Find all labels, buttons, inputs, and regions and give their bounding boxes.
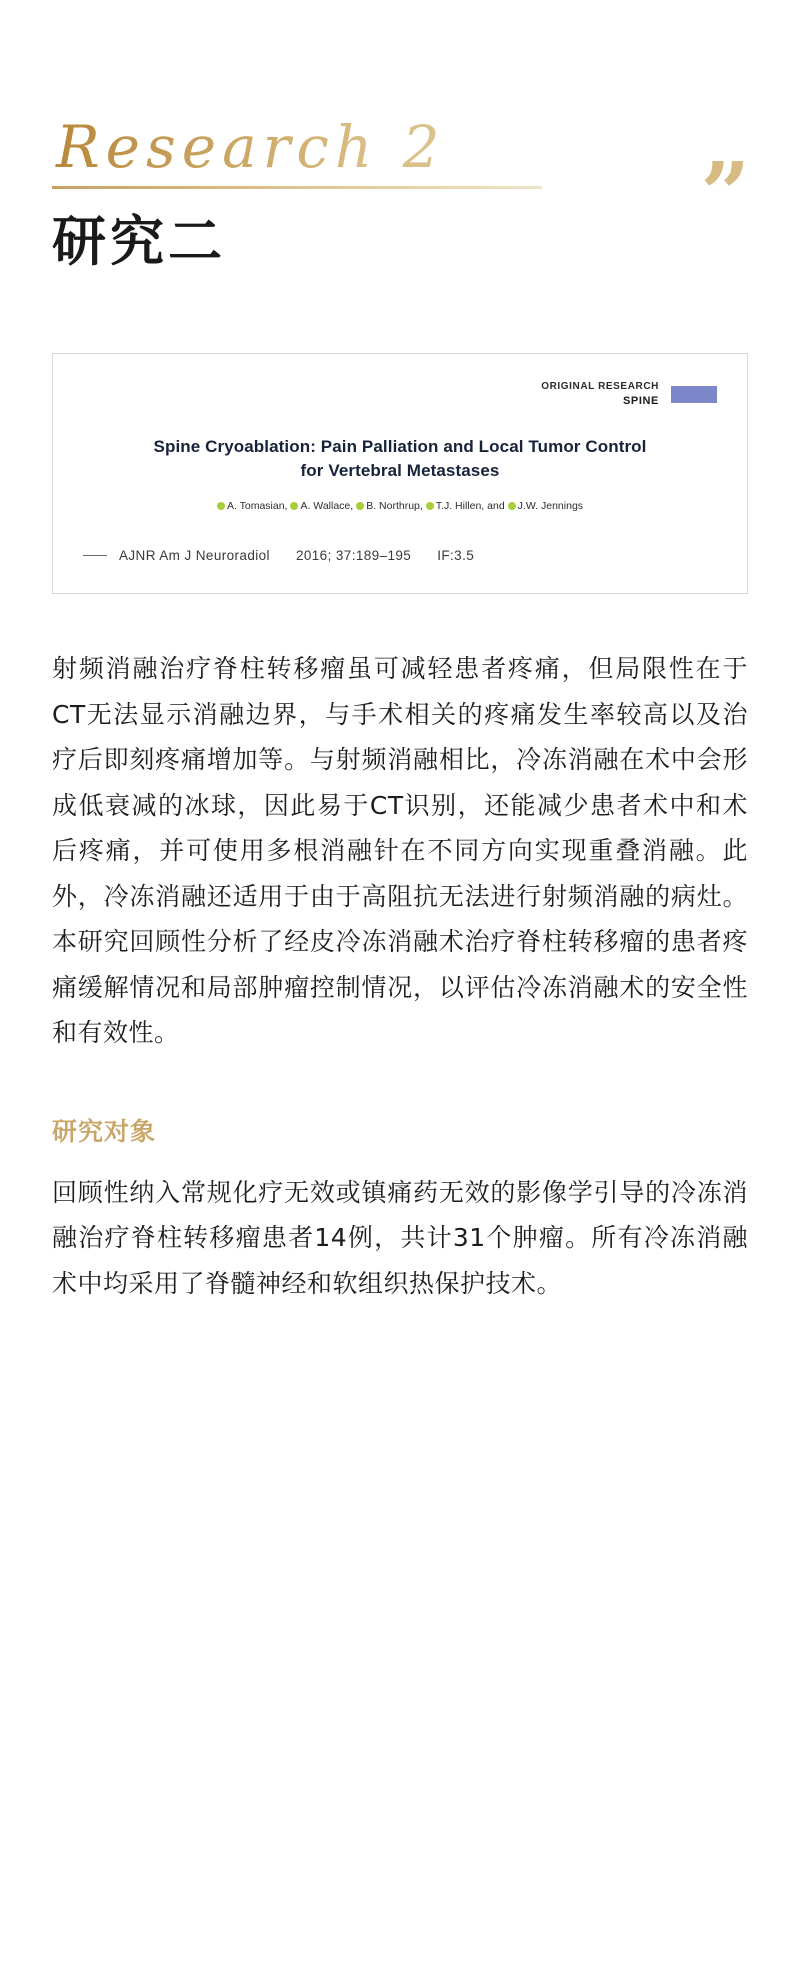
author-name: J.W. Jennings: [517, 500, 584, 513]
paper-citation-card: [52, 353, 748, 594]
paper-title-line-1: Spine Cryoablation: Pain Palliation and Local Tumor Control: [153, 436, 647, 456]
orcid-icon: [356, 502, 364, 510]
orcid-icon: [217, 502, 225, 510]
paper-title-line-2: for Vertebral Metastases: [300, 461, 500, 481]
author-item: [290, 500, 353, 512]
journal-kicker: ORIGINAL RESEARCH: [541, 381, 659, 393]
journal-banner: [83, 380, 717, 408]
journal-text: [541, 380, 659, 408]
author-item: [356, 500, 423, 512]
page-title-chinese: 研究二: [52, 209, 226, 273]
intro-paragraph: 射频消融治疗脊柱转移瘤虽可减轻患者疼痛，但局限性在于CT无法显示消融边界，与手术相关的疼痛发生率较高以及治疗后即刻疼痛增加等。与射频消融相比，冷冻消融在术中会形成低衰减的冰球，因此易于CT识别，还能减少患者术中和术后疼痛，并可使用多根消融针在不同方向实现重叠消融。此外，冷冻消融还适用于由于高阻抗无法进行射频消融的病灶。本研究回顾性分析了经皮冷冻消融术治疗脊柱转移瘤的患者疼痛缓解情况和局部肿瘤控制情况，以评估冷冻消融术的安全性和有效性。: [52, 654, 748, 1048]
author-item: [508, 500, 583, 512]
journal-color-swatch: [671, 386, 717, 403]
section-heading-subjects: 研究对象: [52, 1116, 157, 1146]
orcid-icon: [426, 502, 434, 510]
citation-year-pages: 2016; 37:189–195: [295, 548, 412, 564]
paper-title: [83, 435, 717, 484]
orcid-icon: [508, 502, 516, 510]
page-title-latin: Research 2: [52, 118, 748, 176]
citation-line: [83, 548, 717, 563]
author-name: B. Northrup,: [366, 500, 423, 513]
author-item: [426, 500, 505, 512]
author-name: T.J. Hillen, and: [435, 500, 505, 513]
author-name: A. Wallace,: [300, 500, 354, 513]
citation-journal: AJNR Am J Neuroradiol: [119, 548, 270, 564]
quote-mark-icon: ”: [700, 144, 748, 245]
page-header: [52, 0, 748, 271]
orcid-icon: [290, 502, 298, 510]
gold-rule: [52, 186, 542, 189]
author-list: [83, 500, 717, 512]
citation-dash-icon: [83, 555, 107, 556]
section-body-subjects: 回顾性纳入常规化疗无效或镇痛药无效的影像学引导的冷冻消融治疗脊柱转移瘤患者14例，共计31个肿瘤。所有冷冻消融术中均采用了脊髓神经和软组织热保护技术。: [52, 1177, 748, 1298]
journal-name: SPINE: [622, 394, 659, 407]
citation-impact-factor: IF:3.5: [437, 548, 475, 564]
author-name: A. Tomasian,: [226, 500, 288, 513]
author-item: [217, 500, 288, 512]
